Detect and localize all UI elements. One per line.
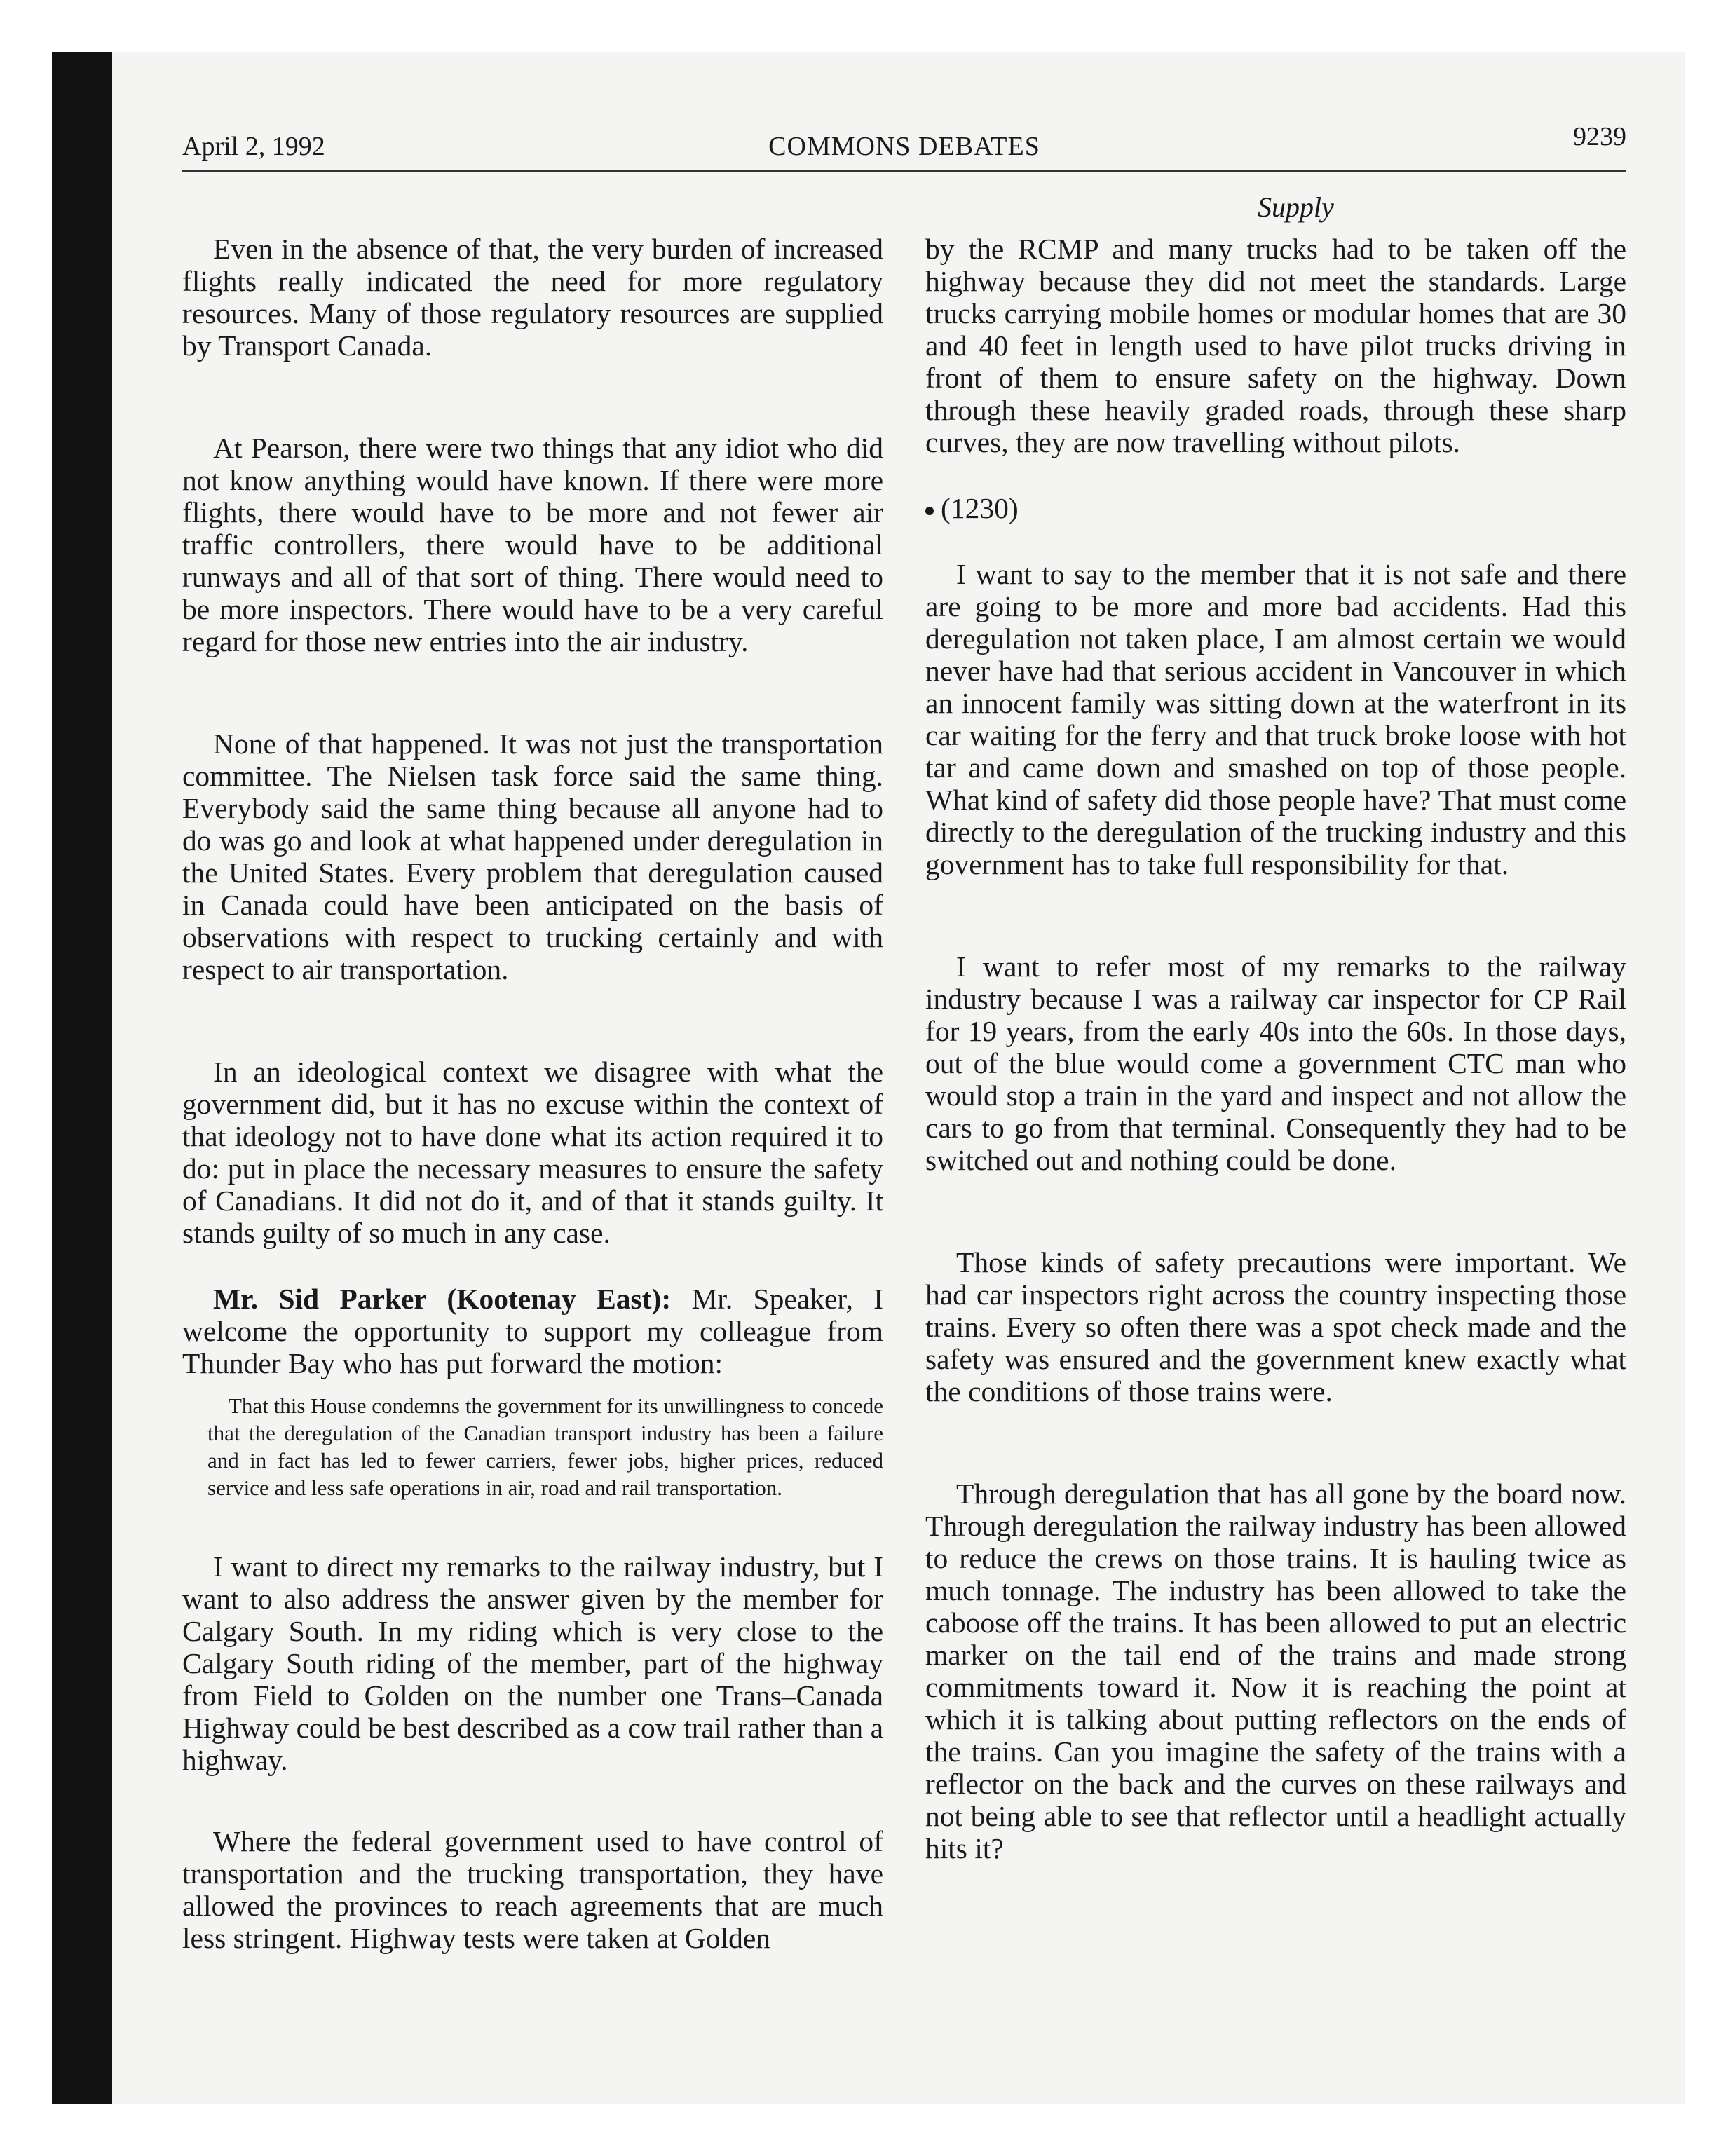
hansard-page (182, 116, 1626, 1954)
header-title: COMMONS DEBATES (768, 132, 1040, 161)
paragraph: None of that happened. It was not just the transportation committee. The Nielsen task force said the same thing. Everybody said the same thing because all anyone had to do was go and look at what happened under deregulation in the United States. Every problem that deregulation caused in Canada could have been anticipated on the basis of observations with respect to trucking certainly and with respect to air transportation. (182, 728, 883, 985)
section-label (182, 172, 1626, 228)
speaker-paragraph (182, 1283, 883, 1379)
left-column (182, 233, 883, 1954)
paragraph: Those kinds of safety precautions were important. We had car inspectors right across the country inspecting those trains. Every so often there was a spot check made and the safety was ensured and the government knew exactly what the conditions of those trains were. (925, 1246, 1626, 1407)
header-date: April 2, 1992 (182, 132, 325, 161)
two-column-body (182, 233, 1626, 1954)
motion-quote (182, 1392, 883, 1501)
paragraph: Even in the absence of that, the very burden of increased flights really indicated the need for more regulatory resources. Many of those regulatory resources are supplied by Transport Canada. (182, 233, 883, 362)
page-number: 9239 (1573, 122, 1626, 151)
time-marker (925, 492, 1626, 524)
paragraph: At Pearson, there were two things that any idiot who did not know anything would have known. If there were more flights, there would have to be more and not fewer air traffic controllers, there would have to be additional runways and all of that sort of thing. There would need to be more inspectors. There would have to be a very careful regard for those new entries into the air industry. (182, 432, 883, 657)
motion-text: That this House condemns the government for its unwillingness to concede that the deregulation of the Canadian transport industry has been a failure and in fact has led to fewer carriers, fewer jobs, higher prices, reduced service and less safe operations in air, road and rail transportation. (207, 1393, 883, 1500)
paragraph: I want to refer most of my remarks to the railway industry because I was a railway car inspector for CP Rail for 19 years, from the early 40s into the 60s. In those days, out of the blue would come a government CTC man who would stop a train in the yard and inspect and not allow the cars to go from that terminal. Consequently they had to be switched out and nothing could be done. (925, 950, 1626, 1176)
speaker-name: Mr. Sid Parker (Kootenay East): (213, 1283, 672, 1315)
paragraph: Where the federal government used to have control of transportation and the trucking transportation, they have allowed the provinces to reach agreements that are much less stringent. Highway tests were taken at Golden (182, 1825, 883, 1954)
section-title: Supply (1258, 191, 1334, 223)
paragraph: by the RCMP and many trucks had to be taken off the highway because they did not meet the standards. Large trucks carrying mobile homes or modular homes that are 30 and 40 feet in length used to have pilot trucks driving in front of them to ensure safety on the highway. Down through these heavily graded roads, through these sharp curves, they are now travelling without pilots. (925, 233, 1626, 458)
paragraph: Through deregulation that has all gone by the board now. Through deregulation the railway industry has been allowed to reduce the crews on those trains. It is hauling twice as much tonnage. The industry has been allowed to take the caboose off the trains. It has been allowed to put an electric marker on the tail end of the trains and made strong commitments toward it. Now it is reaching the point at which it is talking about putting reflectors on the ends of the trains. Can you imagine the safety of the trains with a reflector on the back and the curves on these railways and not being able to see that reflector until a headlight actually hits it? (925, 1478, 1626, 1864)
paragraph: I want to say to the member that it is not safe and there are going to be more and more bad accidents. Had this deregulation not taken place, I am almost certain we would never have had that serious accident in Vancouver in which an innocent family was sitting down at the waterfront in its car waiting for the ferry and that truck broke loose with hot tar and came down and smashed on top of those people. What kind of safety did those people have? That must come directly to the deregulation of the trucking industry and this government has to take full responsibility for that. (925, 558, 1626, 880)
paragraph: I want to direct my remarks to the railway industry, but I want to also address the answer given by the member for Calgary South. In my riding which is very close to the Calgary South riding of the member, part of the highway from Field to Golden on the number one Trans–Canada Highway could be best described as a cow trail rather than a highway. (182, 1550, 883, 1776)
binding-edge-shadow (52, 52, 112, 2104)
right-column (925, 233, 1626, 1954)
speaker-text: Mr. Speaker, I welcome the opportunity to support my colleague from Thunder Bay who has put forward the motion: (182, 1283, 884, 1379)
running-head (182, 116, 1626, 165)
bullet-icon (925, 507, 934, 515)
time-marker-text: (1230) (941, 492, 1019, 524)
paragraph: In an ideological context we disagree with what the government did, but it has no excuse within the context of that ideology not to have done what its action required it to do: put in place the necessary measures to ensure the safety of Canadians. It did not do it, and of that it stands guilty. It stands guilty of so much in any case. (182, 1056, 883, 1249)
